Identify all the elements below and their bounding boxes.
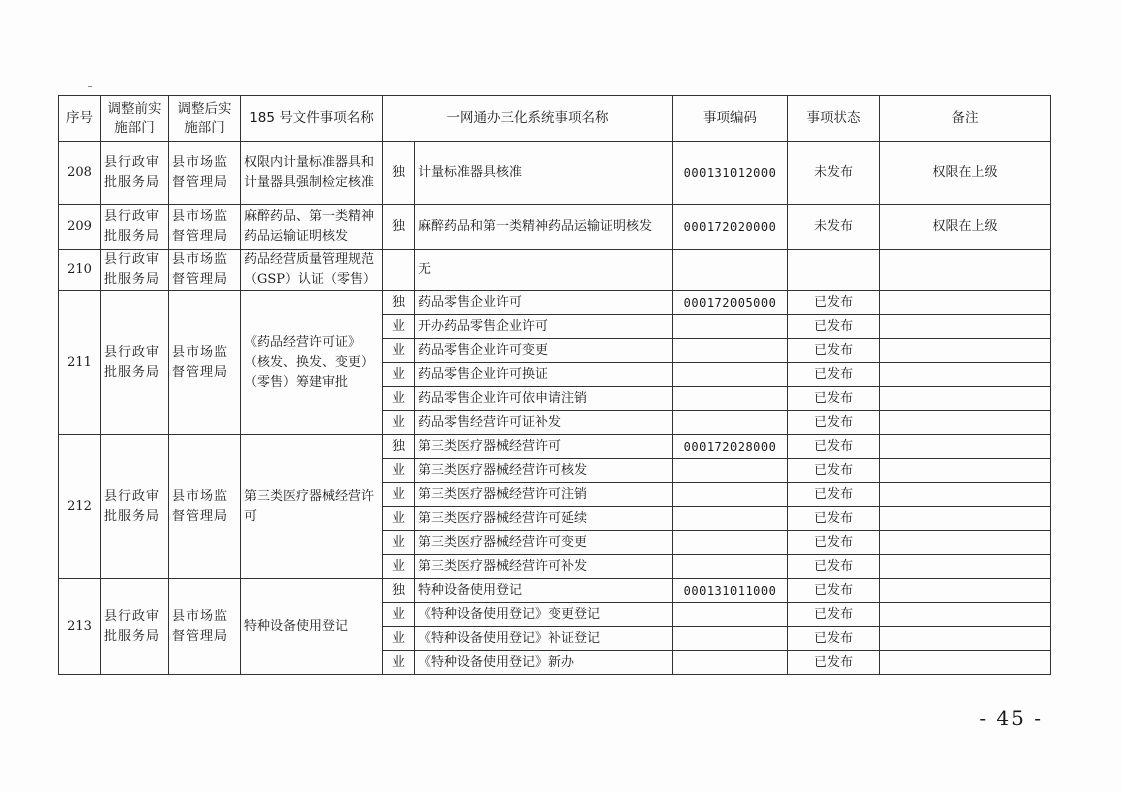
item-code [673, 363, 788, 387]
system-item-name: 《特种设备使用登记》新办 [415, 651, 673, 675]
before-dept: 县行政审批服务局 [101, 250, 169, 291]
item-remark [880, 579, 1051, 603]
item-status: 已发布 [788, 411, 880, 435]
system-item-name: 药品零售企业许可依申请注销 [415, 387, 673, 411]
item-remark: 权限在上级 [880, 205, 1051, 250]
table-row [59, 291, 1051, 315]
item-code: 000172020000 [673, 205, 788, 250]
item-remark [880, 459, 1051, 483]
item-code [673, 483, 788, 507]
item-type-tag: 业 [383, 363, 415, 387]
header-code: 事项编码 [673, 96, 788, 142]
system-item-name: 药品零售企业许可换证 [415, 363, 673, 387]
doc-item-name: 麻醉药品、第一类精神药品运输证明核发 [241, 205, 383, 250]
item-remark [880, 651, 1051, 675]
item-code [673, 555, 788, 579]
item-status: 已发布 [788, 555, 880, 579]
item-type-tag [383, 250, 415, 291]
item-code: 000131012000 [673, 142, 788, 205]
item-code [673, 651, 788, 675]
item-remark [880, 291, 1051, 315]
item-status: 已发布 [788, 339, 880, 363]
page-number: - 45 - [979, 706, 1043, 730]
after-dept: 县市场监督管理局 [169, 142, 241, 205]
doc-item-name: 特种设备使用登记 [241, 579, 383, 675]
item-code [673, 627, 788, 651]
item-remark [880, 507, 1051, 531]
item-status: 已发布 [788, 459, 880, 483]
items-table [58, 95, 1051, 675]
system-item-name: 特种设备使用登记 [415, 579, 673, 603]
doc-item-name: 权限内计量标准器具和计量器具强制检定核准 [241, 142, 383, 205]
system-item-name: 第三类医疗器械经营许可核发 [415, 459, 673, 483]
system-item-name: 开办药品零售企业许可 [415, 315, 673, 339]
item-code [673, 250, 788, 291]
header-row [59, 96, 1051, 142]
item-type-tag: 独 [383, 579, 415, 603]
system-item-name: 药品零售经营许可证补发 [415, 411, 673, 435]
system-item-name: 第三类医疗器械经营许可 [415, 435, 673, 459]
header-after-dept: 调整后实施部门 [169, 96, 241, 142]
item-type-tag: 业 [383, 507, 415, 531]
doc-item-name: 第三类医疗器械经营许可 [241, 435, 383, 579]
table-body [59, 142, 1051, 675]
item-status: 已发布 [788, 579, 880, 603]
item-status [788, 250, 880, 291]
item-status: 已发布 [788, 363, 880, 387]
item-remark [880, 411, 1051, 435]
header-remark: 备注 [880, 96, 1051, 142]
item-remark [880, 483, 1051, 507]
item-type-tag: 业 [383, 603, 415, 627]
before-dept: 县行政审批服务局 [101, 142, 169, 205]
system-item-name: 第三类医疗器械经营许可变更 [415, 531, 673, 555]
item-remark [880, 315, 1051, 339]
item-remark: 权限在上级 [880, 142, 1051, 205]
system-item-name: 第三类医疗器械经营许可注销 [415, 483, 673, 507]
system-item-name: 麻醉药品和第一类精神药品运输证明核发 [415, 205, 673, 250]
item-code: 000172028000 [673, 435, 788, 459]
item-type-tag: 业 [383, 651, 415, 675]
item-code: 000172005000 [673, 291, 788, 315]
item-code [673, 603, 788, 627]
item-code [673, 411, 788, 435]
system-item-name: 药品零售企业许可变更 [415, 339, 673, 363]
item-remark [880, 603, 1051, 627]
item-status: 已发布 [788, 483, 880, 507]
system-item-name: 第三类医疗器械经营许可补发 [415, 555, 673, 579]
item-type-tag: 独 [383, 291, 415, 315]
item-remark [880, 339, 1051, 363]
row-number: 211 [59, 291, 101, 435]
item-remark [880, 531, 1051, 555]
row-number: 212 [59, 435, 101, 579]
item-status: 已发布 [788, 387, 880, 411]
before-dept: 县行政审批服务局 [101, 435, 169, 579]
header-system-item: 一网通办三化系统事项名称 [383, 96, 673, 142]
header-status: 事项状态 [788, 96, 880, 142]
header-doc-item: 185 号文件事项名称 [241, 96, 383, 142]
item-code [673, 315, 788, 339]
item-remark [880, 555, 1051, 579]
table-row [59, 205, 1051, 250]
system-item-name: 《特种设备使用登记》变更登记 [415, 603, 673, 627]
before-dept: 县行政审批服务局 [101, 291, 169, 435]
item-type-tag: 业 [383, 627, 415, 651]
item-type-tag: 业 [383, 387, 415, 411]
item-type-tag: 业 [383, 483, 415, 507]
item-type-tag: 独 [383, 435, 415, 459]
item-remark [880, 363, 1051, 387]
table-row [59, 579, 1051, 603]
before-dept: 县行政审批服务局 [101, 205, 169, 250]
system-item-name: 药品零售企业许可 [415, 291, 673, 315]
item-status: 已发布 [788, 291, 880, 315]
item-status: 已发布 [788, 651, 880, 675]
system-item-name: 计量标准器具核准 [415, 142, 673, 205]
item-type-tag: 业 [383, 459, 415, 483]
item-status: 未发布 [788, 205, 880, 250]
system-item-name: 第三类医疗器械经营许可延续 [415, 507, 673, 531]
item-remark [880, 435, 1051, 459]
system-item-name: 《特种设备使用登记》补证登记 [415, 627, 673, 651]
item-type-tag: 业 [383, 531, 415, 555]
item-type-tag: 业 [383, 555, 415, 579]
row-number: 213 [59, 579, 101, 675]
item-status: 已发布 [788, 435, 880, 459]
item-type-tag: 业 [383, 315, 415, 339]
row-number: 209 [59, 205, 101, 250]
item-status: 已发布 [788, 603, 880, 627]
item-code [673, 387, 788, 411]
item-status: 已发布 [788, 507, 880, 531]
item-type-tag: 独 [383, 142, 415, 205]
doc-item-name: 《药品经营许可证》（核发、换发、变更）（零售）筹建审批 [241, 291, 383, 435]
item-status: 已发布 [788, 531, 880, 555]
before-dept: 县行政审批服务局 [101, 579, 169, 675]
item-remark [880, 627, 1051, 651]
row-number: 208 [59, 142, 101, 205]
after-dept: 县市场监督管理局 [169, 435, 241, 579]
item-code [673, 507, 788, 531]
item-code [673, 339, 788, 363]
item-status: 已发布 [788, 627, 880, 651]
after-dept: 县市场监督管理局 [169, 250, 241, 291]
item-code [673, 531, 788, 555]
item-remark [880, 250, 1051, 291]
doc-item-name: 药品经营质量管理规范（GSP）认证（零售） [241, 250, 383, 291]
scan-mark [88, 86, 92, 87]
after-dept: 县市场监督管理局 [169, 205, 241, 250]
item-status: 已发布 [788, 315, 880, 339]
item-type-tag: 业 [383, 411, 415, 435]
table-row [59, 250, 1051, 291]
item-code: 000131011000 [673, 579, 788, 603]
row-number: 210 [59, 250, 101, 291]
item-status: 未发布 [788, 142, 880, 205]
item-type-tag: 业 [383, 339, 415, 363]
item-type-tag: 独 [383, 205, 415, 250]
item-remark [880, 387, 1051, 411]
table-row [59, 142, 1051, 205]
item-code [673, 459, 788, 483]
header-no: 序号 [59, 96, 101, 142]
table-row [59, 435, 1051, 459]
system-item-name: 无 [415, 250, 673, 291]
header-before-dept: 调整前实施部门 [101, 96, 169, 142]
after-dept: 县市场监督管理局 [169, 579, 241, 675]
after-dept: 县市场监督管理局 [169, 291, 241, 435]
